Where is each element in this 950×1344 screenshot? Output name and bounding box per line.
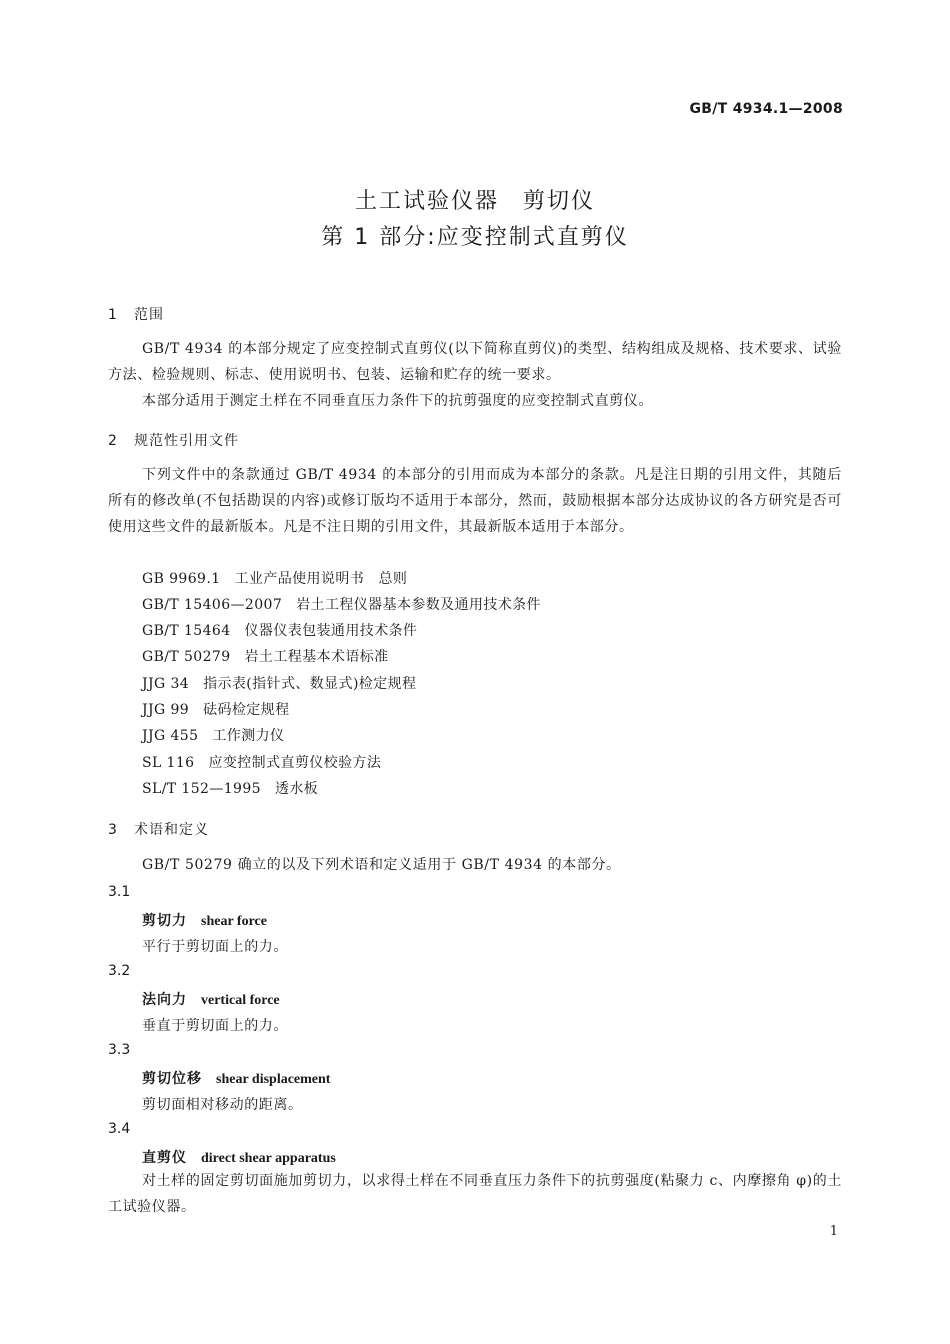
page-number: 1 (829, 1224, 838, 1239)
section-title: 范围 (134, 307, 164, 323)
reference-title: 指示表(指针式、数显式)检定规程 (203, 676, 417, 692)
section-1-paragraph-2: 本部分适用于测定土样在不同垂直压力条件下的抗剪强度的应变控制式直剪仪。 (142, 393, 653, 409)
term-chinese: 法向力 (142, 992, 187, 1008)
term-english: shear force (201, 914, 267, 929)
reference-code: SL/T 152—1995 (142, 781, 261, 797)
term-chinese: 直剪仪 (142, 1150, 187, 1166)
term-definition: 垂直于剪切面上的力。 (142, 1018, 288, 1034)
term-definition: 剪切面相对移动的距离。 (142, 1097, 303, 1113)
reference-code: GB/T 50279 (142, 649, 231, 665)
document-title-line2: 第 1 部分:应变控制式直剪仪 (321, 225, 629, 250)
section-number: 1 (108, 307, 118, 323)
section-title: 规范性引用文件 (134, 433, 239, 449)
reference-code: SL 116 (142, 755, 195, 771)
section-1-paragraph-1: GB/T 4934 的本部分规定了应变控制式直剪仪(以下简称直剪仪)的类型、结构组成及规格、技术要求、试验方法、检验规则、标志、使用说明书、包装、运输和贮存的统一要求。 (108, 341, 842, 383)
reference-code: GB/T 15464 (142, 623, 231, 639)
term-entry (142, 910, 267, 930)
reference-title: 透水板 (274, 781, 319, 797)
reference-title: 工作测力仪 (212, 728, 285, 744)
clause-number: 3.3 (108, 1042, 131, 1058)
reference-item (142, 646, 389, 666)
clause-number: 3.1 (108, 884, 131, 900)
term-english: vertical force (201, 993, 280, 1008)
section-number: 2 (108, 433, 118, 449)
term-definition: 平行于剪切面上的力。 (142, 939, 288, 955)
reference-item (142, 620, 417, 640)
reference-title: 应变控制式直剪仪校验方法 (208, 755, 382, 771)
reference-title: 岩土工程仪器基本参数及通用技术条件 (296, 597, 541, 613)
reference-item (142, 568, 407, 588)
reference-title: 岩土工程基本术语标准 (244, 649, 389, 665)
reference-item (142, 752, 381, 772)
reference-item (142, 673, 416, 693)
section-3-paragraph: GB/T 50279 确立的以及下列术语和定义适用于 GB/T 4934 的本部分。 (142, 857, 621, 873)
reference-title: 工业产品使用说明书 总则 (234, 571, 408, 587)
term-english: shear displacement (216, 1072, 331, 1087)
clause-number: 3.2 (108, 963, 131, 979)
section-2-heading (108, 430, 239, 450)
section-1-heading (108, 304, 164, 324)
reference-item (142, 778, 318, 798)
section-3-heading (108, 819, 209, 839)
reference-code: JJG 99 (142, 702, 190, 718)
document-title-line1: 土工试验仪器 剪切仪 (354, 189, 595, 214)
standard-code: GB/T 4934.1—2008 (689, 101, 843, 117)
reference-item (142, 725, 284, 745)
term-definition: 对土样的固定剪切面施加剪切力，以求得土样在不同垂直压力条件下的抗剪强度(粘聚力 c、内摩擦角 φ)的土工试验仪器。 (108, 1173, 842, 1215)
term-entry (142, 1147, 336, 1167)
term-chinese: 剪切位移 (142, 1071, 202, 1087)
clause-number: 3.4 (108, 1121, 131, 1137)
term-entry (142, 989, 280, 1009)
reference-code: GB 9969.1 (142, 571, 221, 587)
reference-title: 仪器仪表包装通用技术条件 (244, 623, 418, 639)
reference-item (142, 594, 541, 614)
reference-item (142, 699, 289, 719)
section-title: 术语和定义 (134, 822, 209, 838)
reference-code: JJG 455 (142, 728, 199, 744)
term-chinese: 剪切力 (142, 913, 187, 929)
reference-title: 砝码检定规程 (203, 702, 290, 718)
section-2-paragraph: 下列文件中的条款通过 GB/T 4934 的本部分的引用而成为本部分的条款。凡是注日期的引用文件，其随后所有的修改单(不包括勘误的内容)或修订版均不适用于本部分，然而，鼓励根据本部分达成协议的各方研究是否可使用这些文件的最新版本。凡是不注日期的引用文件，其最新版本适用于本部分。 (108, 467, 842, 535)
term-entry (142, 1068, 330, 1088)
term-english: direct shear apparatus (201, 1151, 336, 1166)
section-number: 3 (108, 822, 118, 838)
reference-code: GB/T 15406—2007 (142, 597, 283, 613)
reference-code: JJG 34 (142, 676, 190, 692)
